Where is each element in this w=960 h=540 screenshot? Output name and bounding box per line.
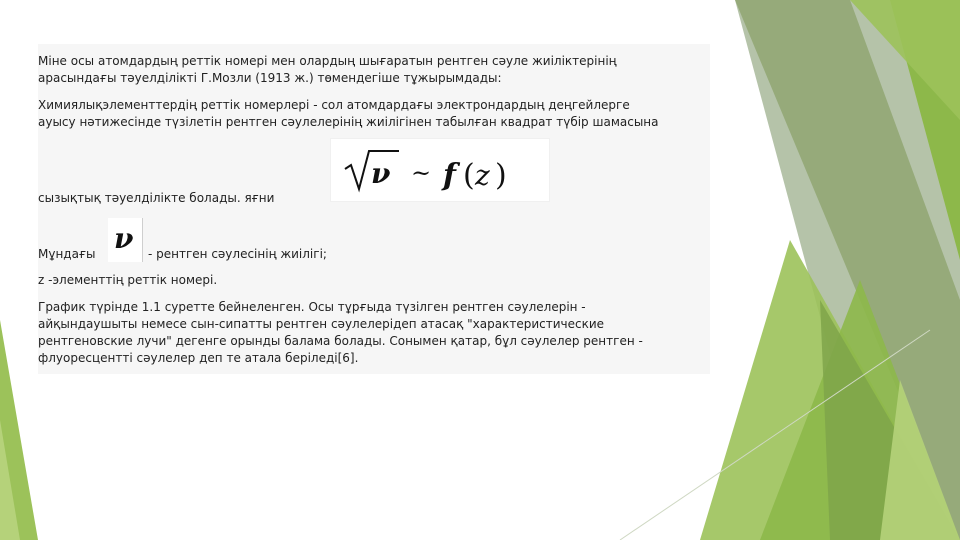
formula-f: f	[443, 158, 456, 193]
law-line-1: Химиялықэлементтердің реттік номерлері - сол атомдардағы электрондардың деңгейлерге	[38, 98, 630, 112]
graph-line-3: рентгеновские лучи" дегенге орынды балама болады. Сонымен қатар, бұл сәулелер рентген -	[38, 334, 643, 348]
law-line-2: ауысу нәтижесінде түзілетін рентген сәулелерінің жиілігінен табылған квадрат түбір шамасына	[38, 115, 659, 129]
intro-line-2: арасындағы тәуелділікті Г.Мозли (1913 ж.) төмендегіше тұжырымдады:	[38, 71, 502, 85]
intro-line-1: Міне осы атомдардың реттік номері мен олардың шығаратын рентген сәуле жиіліктерінің	[38, 54, 617, 68]
where-description: - рентген сәулесінің жиілігі;	[148, 247, 327, 261]
nu-symbol-box	[108, 218, 143, 262]
where-label: Мұндағы	[38, 247, 96, 261]
moseley-formula	[330, 138, 550, 202]
graph-line-4: флуоресценттi сәулелер деп те атала беріледі[6].	[38, 351, 359, 365]
z-description: z -элементтің реттік номері.	[38, 273, 218, 287]
graph-line-1: График түрінде 1.1 суретте бейнеленген. Осы тұрғыда түзілген рентген сәулелерін -	[38, 300, 586, 314]
nu-symbol: ν	[114, 222, 134, 255]
nu-symbol-graphic	[108, 218, 142, 262]
graph-line-2: айқындаушыты немесе сын-сипатты рентген сәулелерідеп атасақ "характеристические	[38, 317, 605, 331]
formula-graphic	[331, 139, 549, 201]
formula-nu: ν	[371, 157, 391, 190]
formula-z: z	[475, 159, 490, 192]
linear-dependence-line: сызықтық тәуелділікте болады. яғни	[38, 191, 275, 205]
formula-paren-open: (	[463, 158, 475, 193]
formula-tilde: ~	[411, 159, 432, 187]
formula-paren-close: )	[495, 158, 507, 193]
